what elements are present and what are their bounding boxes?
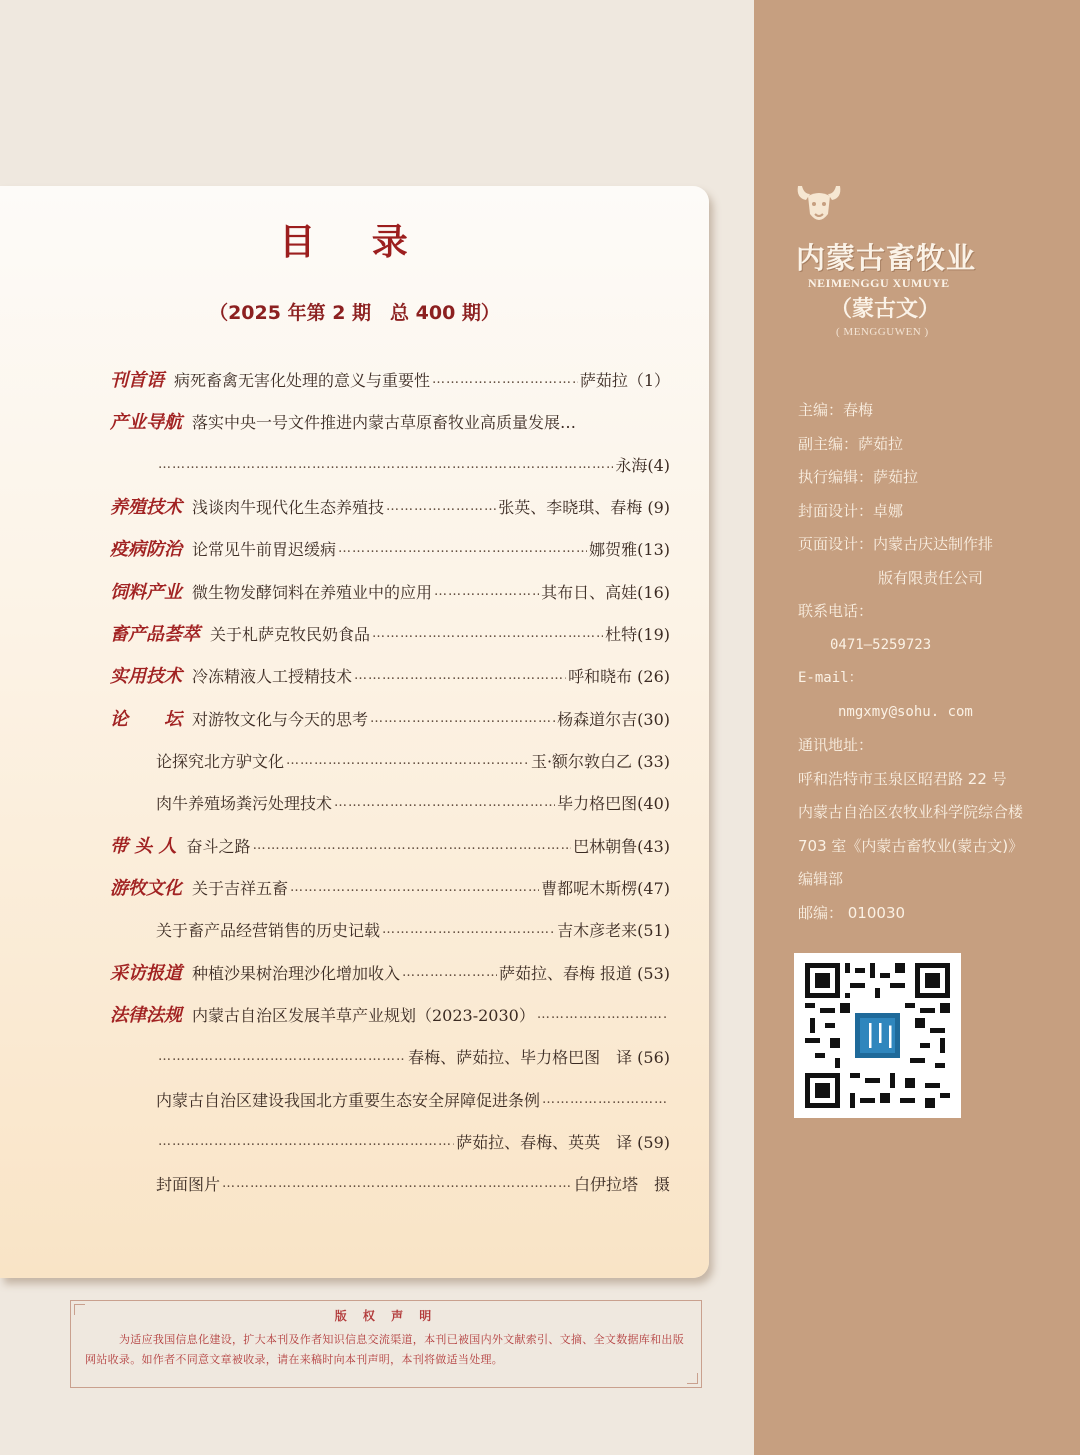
leader-dots (382, 922, 555, 937)
email-address[interactable]: nmgxmy@sohu. com (838, 703, 973, 720)
copyright-notice (70, 1300, 702, 1388)
email-label: E-mail： (798, 670, 863, 686)
toc-entry-title: 病死畜禽无害化处理的意义与重要性 (174, 370, 431, 390)
toc-entry-title: 微生物发酵饲料在养殖业中的应用 (192, 582, 433, 602)
toc-entry-title: 内蒙古自治区建设我国北方重要生态安全屏障促进条例 (156, 1090, 541, 1110)
leader-dots (432, 372, 578, 387)
leader-dots (286, 753, 529, 768)
issue-number: （2025 年第 2 期 总 400 期） (209, 302, 500, 324)
toc-entry-author: 萨茹拉（1） (579, 370, 670, 390)
copyright-title: 版 权 声 明 (334, 1309, 438, 1323)
address-label: 通讯地址： (798, 736, 874, 754)
qr-code[interactable] (794, 953, 961, 1118)
journal-logo (794, 180, 994, 350)
toc-entry[interactable] (110, 957, 670, 987)
toc-column: 疫病防治 (110, 539, 182, 560)
toc-column: 产业导航 (110, 412, 182, 433)
toc-entry[interactable] (156, 1168, 670, 1198)
ox-head-icon (794, 180, 844, 228)
editor-in-chief: 主编：春梅 (798, 401, 874, 419)
leader-dots (354, 668, 566, 683)
toc-entry-title: 奋斗之路 (186, 836, 251, 856)
toc-entry-title: 内蒙古自治区发展羊草产业规划（2023-2030） (192, 1005, 535, 1025)
toc-entry-author: 呼和晓布 (26) (568, 666, 670, 686)
toc-entry-author: 杨森道尔吉(30) (557, 709, 670, 729)
toc-entry-author: 其布日、高娃(16) (541, 582, 670, 602)
leader-dots (386, 499, 496, 514)
toc-entry-author: 毕力格巴图(40) (557, 793, 670, 813)
toc-entry[interactable] (110, 533, 670, 563)
toc-column: 刊首语 (110, 370, 164, 391)
leader-dots (158, 1049, 406, 1064)
toc-column: 法律法规 (110, 1005, 182, 1026)
toc-entry-author: 曹都呢木斯楞(47) (541, 878, 670, 898)
journal-name-pinyin: NEIMENGGU XUMUYE (808, 276, 950, 290)
toc-entry-author: 张英、李晓琪、春梅 (9) (498, 497, 670, 517)
address-line: 编辑部 (798, 870, 844, 888)
journal-name-cn: 内蒙古畜牧业 (796, 241, 977, 275)
leader-dots (338, 541, 587, 556)
toc-entry[interactable] (110, 703, 670, 733)
deputy-editor: 副主编：萨茹拉 (798, 434, 904, 453)
toc-entry[interactable] (110, 999, 670, 1029)
toc-entry-title: 肉牛养殖场粪污处理技术 (156, 793, 333, 813)
editorial-info (798, 396, 1068, 932)
postcode: 邮编： 010030 (798, 903, 906, 922)
toc-entry-title: 论常见牛前胃迟缓病 (192, 539, 337, 559)
copyright-text: 为适应我国信息化建设，扩大本刊及作者知识信息交流渠道，本刊已被国内外文献索引、文摘、全文数据库和出版网站收录。如作者不同意文章被收录，请在来稿时向本刊声明，本刊将做适当处理。 (85, 1333, 684, 1366)
toc-entry[interactable] (110, 660, 670, 690)
toc-entry[interactable] (110, 406, 670, 436)
leader-dots (537, 1007, 668, 1022)
toc-column: 带 头 人 (110, 836, 177, 857)
phone-number: 0471—5259723 (830, 636, 932, 653)
toc-column: 采访报道 (110, 963, 182, 984)
leader-dots (253, 838, 572, 853)
executive-editor: 执行编辑：萨茹拉 (798, 468, 919, 486)
leader-dots (434, 584, 539, 599)
phone-label: 联系电话： (798, 602, 874, 620)
leader-dots (290, 880, 539, 895)
toc-entry[interactable] (156, 787, 670, 817)
toc-entry[interactable] (110, 576, 670, 606)
toc-entry-author: 吉木彦老来(51) (557, 920, 670, 940)
address-line: 703 室《内蒙古畜牧业(蒙古文)》 (798, 836, 1024, 855)
toc-entry-continued[interactable] (156, 449, 670, 479)
qr-code-icon (804, 963, 951, 1108)
toc-entry-author: 玉·额尔敦白乙 (33) (530, 751, 670, 771)
toc-column: 养殖技术 (110, 497, 182, 518)
toc-column: 论 坛 (110, 709, 182, 730)
toc-entry[interactable] (156, 1084, 670, 1114)
leader-dots (158, 457, 613, 472)
toc-entry-title: 封面图片 (156, 1174, 221, 1194)
leader-dots (370, 711, 555, 726)
leader-dots (158, 1134, 454, 1149)
toc-entry[interactable] (110, 364, 670, 394)
toc-entry-title: 论探究北方驴文化 (156, 751, 285, 771)
toc-entry-author: 永海(4) (615, 455, 670, 475)
page-design: 页面设计：内蒙古庆达制作排 (798, 535, 994, 553)
toc-entry[interactable] (110, 618, 670, 648)
leader-dots (542, 1092, 668, 1107)
address-line: 内蒙古自治区农牧业科学院综合楼 (798, 803, 1024, 821)
toc-entry-author: 杜特(19) (605, 624, 670, 644)
toc-entry[interactable] (156, 914, 670, 944)
toc-entry-title: 落实中央一号文件推进内蒙古草原畜牧业高质量发展… (192, 412, 577, 432)
toc-entry-title: 浅谈肉牛现代化生态养殖技 (192, 497, 385, 517)
toc-entry-title: 关于札萨克牧民奶食品 (210, 624, 371, 644)
leader-dots (372, 626, 603, 641)
toc-entry[interactable] (110, 830, 670, 860)
toc-column: 饲料产业 (110, 582, 182, 603)
contents-panel (0, 186, 709, 1278)
toc-entry-author: 白伊拉塔 摄 (573, 1174, 670, 1194)
toc-entry[interactable] (110, 872, 670, 902)
leader-dots (402, 965, 497, 980)
journal-edition-pinyin: ( MENGGUWEN ) (836, 326, 929, 338)
toc-entry-title: 冷冻精液人工授精技术 (192, 666, 353, 686)
toc-entry-title: 关于畜产品经营销售的历史记载 (156, 920, 381, 940)
toc-entry-title: 种植沙果树治理沙化增加收入 (192, 963, 401, 983)
toc-entry-author: 春梅、萨茹拉、毕力格巴图 译 (56) (408, 1047, 670, 1067)
toc-entry-author: 巴林朝鲁(43) (573, 836, 670, 856)
cover-design: 封面设计：卓娜 (798, 501, 904, 520)
leader-dots (222, 1176, 572, 1191)
toc-title: 目 录 (279, 222, 430, 263)
toc-entry-continued[interactable] (156, 1041, 670, 1071)
journal-edition: （蒙古文） (830, 297, 941, 322)
toc-entry-title: 对游牧文化与今天的思考 (192, 709, 369, 729)
address-line: 呼和浩特市玉泉区昭君路 22 号 (798, 769, 1007, 788)
toc-column: 游牧文化 (110, 878, 182, 899)
toc-column: 实用技术 (110, 666, 182, 687)
masthead-sidebar (754, 0, 1080, 1455)
toc-column: 畜产品荟萃 (110, 624, 200, 645)
toc-entry-author: 萨茹拉、春梅、英英 译 (59) (456, 1132, 670, 1152)
toc-entry[interactable] (156, 745, 670, 775)
toc-entry-author: 娜贺雅(13) (589, 539, 670, 559)
toc-entry-author: 萨茹拉、春梅 报道 (53) (498, 963, 670, 983)
toc-entry[interactable] (110, 491, 670, 521)
toc-entry-continued[interactable] (156, 1126, 670, 1156)
leader-dots (334, 795, 555, 810)
page-design-cont: 版有限责任公司 (878, 568, 984, 587)
toc-entry-title: 关于吉祥五畜 (192, 878, 289, 898)
